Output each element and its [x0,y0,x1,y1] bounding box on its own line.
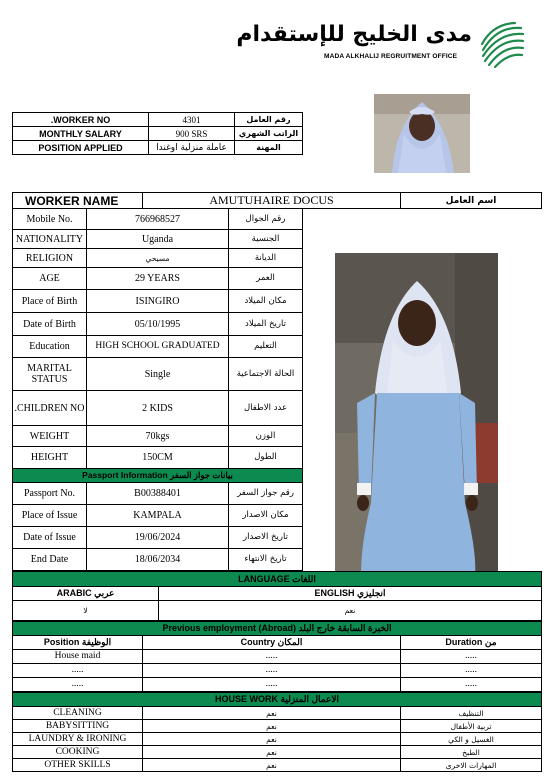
language-header-row [13,572,542,587]
children-value: 2 KIDS [87,391,229,426]
birthplace-label-ar: مكان الميلاد [229,290,303,313]
prev-duration: ..... [401,650,542,664]
table-row [13,759,542,772]
house-work-table [12,692,542,772]
religion-label-ar: الديانة [229,249,303,268]
table-row [13,447,303,469]
table-row [13,249,303,268]
worker-name-table [12,192,542,209]
skill-value: نعم [143,759,401,772]
logo-arabic-text: مدى الخليج للإستقدام [236,22,472,47]
summary-table [12,112,303,155]
marital-label: MARITAL STATUS [13,358,87,391]
table-row [13,601,542,621]
table-row [13,505,303,527]
skill-label: BABYSITTING [13,720,143,733]
table-row [13,193,542,209]
skill-label-ar: تربية الأطفال [401,720,542,733]
nationality-label: NATIONALITY [13,230,87,249]
col-country: Country المكان [143,636,401,650]
table-row [13,426,303,447]
language-table [12,571,542,621]
house-work-header: HOUSE WORK الاعمال المنزلية [13,693,542,707]
skill-value: نعم [143,746,401,759]
weight-label-ar: الوزن [229,426,303,447]
religion-value: مسيحي [87,249,229,268]
nationality-label-ar: الجنسية [229,230,303,249]
marital-value: Single [87,358,229,391]
prev-country: ..... [143,678,401,692]
table-row [13,483,303,505]
company-logo [236,20,527,68]
english-value: نعم [159,601,542,621]
personal-info-table [12,208,303,571]
arabic-label: ARABIC عربي [13,587,159,601]
table-row [13,127,303,141]
arabic-value: لا [13,601,159,621]
height-value: 150CM [87,447,229,469]
prev-position: ..... [13,678,143,692]
weight-value: 70kgs [87,426,229,447]
issue-place-label: Place of Issue [13,505,87,527]
children-label-ar: عدد الاطفال [229,391,303,426]
table-row [13,636,542,650]
table-row [13,650,542,664]
religion-label: RELIGION [13,249,87,268]
salary-value: 900 SRS [149,127,235,141]
skill-label: OTHER SKILLS [13,759,143,772]
weight-label: WEIGHT [13,426,87,447]
worker-no-label: .WORKER NO [13,113,149,127]
end-date-value: 18/06/2034 [87,549,229,571]
worker-photo-full [335,253,498,575]
skill-value: نعم [143,720,401,733]
age-value: 29 YEARS [87,268,229,290]
children-label: .CHILDREN NO [13,391,87,426]
worker-photo-small [374,94,470,173]
table-row [13,707,542,720]
worker-no-label-ar: رقم العامل [235,113,303,127]
end-date-label: End Date [13,549,87,571]
skill-label-ar: الغسيل و الكي [401,733,542,746]
english-label: ENGLISH انجليزي [159,587,542,601]
passport-header-row [13,469,303,483]
height-label-ar: الطول [229,447,303,469]
passport-header: Passport Information بيانات جواز السفر [13,469,303,483]
position-label: POSITION APPLIED [13,141,149,155]
previous-header-row [13,622,542,636]
worker-name-value: AMUTUHAIRE DOCUS [143,193,401,209]
table-row [13,230,303,249]
table-row [13,113,303,127]
education-value: HIGH SCHOOL GRADUATED [87,336,229,358]
table-row [13,720,542,733]
mobile-label-ar: رقم الجوال [229,209,303,230]
prev-country: ..... [143,664,401,678]
skill-label: LAUNDRY & IRONING [13,733,143,746]
mobile-label: Mobile No. [13,209,87,230]
birthdate-label-ar: تاريخ الميلاد [229,313,303,336]
prev-duration: ..... [401,678,542,692]
table-row [13,290,303,313]
table-row [13,587,542,601]
language-header: LANGUAGE اللغات [13,572,542,587]
salary-label: MONTHLY SALARY [13,127,149,141]
age-label-ar: العمر [229,268,303,290]
col-position: Position الوظيفة [13,636,143,650]
skill-value: نعم [143,707,401,720]
prev-duration: ..... [401,664,542,678]
issue-place-value: KAMPALA [87,505,229,527]
prev-position: House maid [13,650,143,664]
nationality-value: Uganda [87,230,229,249]
skill-value: نعم [143,733,401,746]
logo-globe-icon [477,20,525,68]
height-label: HEIGHT [13,447,87,469]
house-work-header-row [13,693,542,707]
end-date-label-ar: تاريخ الانتهاء [229,549,303,571]
birthplace-label: Place of Birth [13,290,87,313]
skill-label: CLEANING [13,707,143,720]
prev-position: ..... [13,664,143,678]
birthplace-value: ISINGIRO [87,290,229,313]
prev-country: ..... [143,650,401,664]
table-row [13,664,542,678]
marital-label-ar: الحالة الاجتماعية [229,358,303,391]
table-row [13,391,303,426]
table-row [13,527,303,549]
table-row [13,313,303,336]
worker-name-label: WORKER NAME [13,193,143,209]
education-label: Education [13,336,87,358]
previous-employment-table [12,621,542,692]
table-row [13,746,542,759]
worker-no-value: 4301 [149,113,235,127]
table-row [13,336,303,358]
passport-no-label-ar: رقم جواز السفر [229,483,303,505]
table-row [13,358,303,391]
salary-label-ar: الراتب الشهري [235,127,303,141]
age-label: AGE [13,268,87,290]
issue-date-label-ar: تاريخ الاصدار [229,527,303,549]
skill-label: COOKING [13,746,143,759]
logo-english-text: MADA ALKHALIJ REGRUITMENT OFFICE [324,53,458,60]
position-label-ar: المهنة [235,141,303,155]
passport-no-value: B00388401 [87,483,229,505]
worker-name-label-ar: اسم العامل [401,193,542,209]
education-label-ar: التعليم [229,336,303,358]
issue-date-label: Date of Issue [13,527,87,549]
mobile-value: 766968527 [87,209,229,230]
issue-date-value: 19/06/2024 [87,527,229,549]
birthdate-value: 05/10/1995 [87,313,229,336]
table-row [13,141,303,155]
passport-no-label: Passport No. [13,483,87,505]
table-row [13,733,542,746]
skill-label-ar: الطبخ [401,746,542,759]
previous-header: Previous employment (Abroad) الخبرة السابقة خارج البلد [13,622,542,636]
col-duration: Duration من [401,636,542,650]
table-row [13,549,303,571]
table-row [13,268,303,290]
issue-place-label-ar: مكان الاصدار [229,505,303,527]
position-value: عاملة منزلية اوغندا [149,141,235,155]
skill-label-ar: التنظيف [401,707,542,720]
table-row [13,678,542,692]
table-row [13,209,303,230]
birthdate-label: Date of Birth [13,313,87,336]
skill-label-ar: المهارات الاخرى [401,759,542,772]
